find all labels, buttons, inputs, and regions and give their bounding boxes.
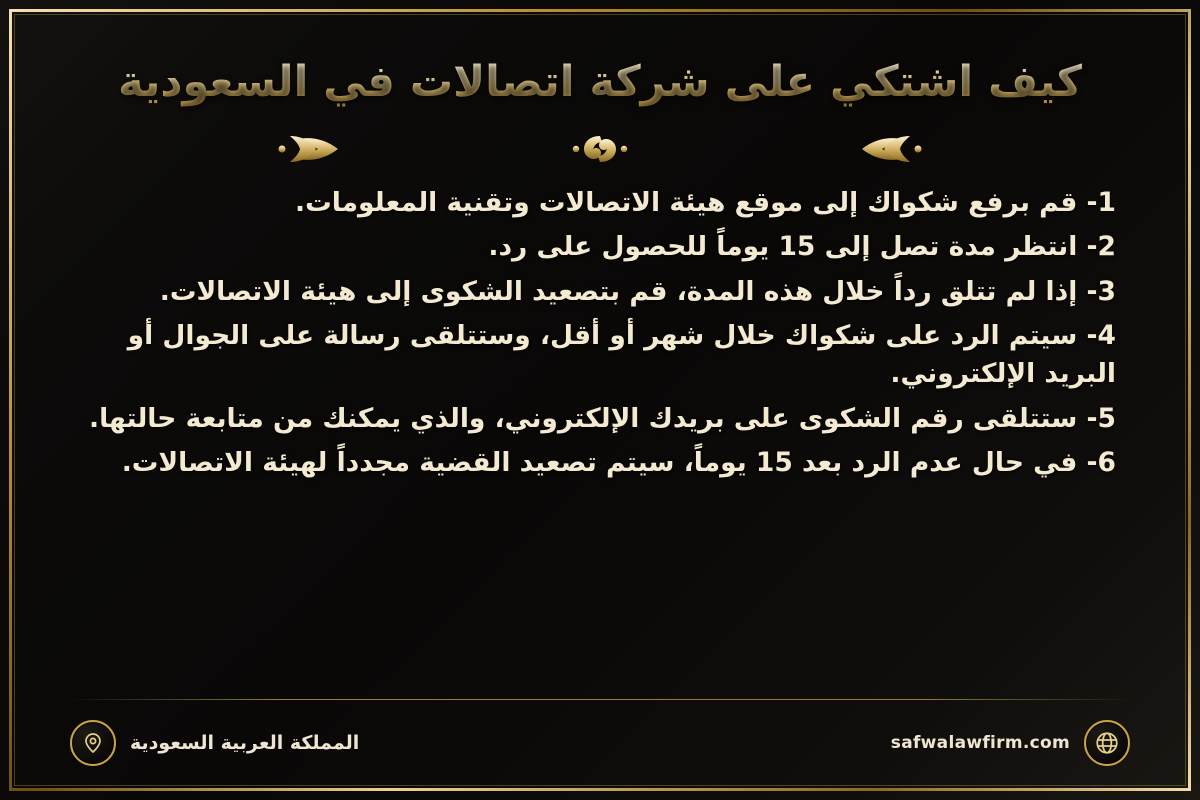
website-url[interactable]: safwalawfirm.com xyxy=(890,733,1070,753)
footer xyxy=(48,700,1152,786)
list-item: 5- ستتلقى رقم الشكوى على بريدك الإلكتروني، والذي يمكنك من متابعة حالتها. xyxy=(89,402,1116,434)
list-item: 1- قم برفع شكواك إلى موقع هيئة الاتصالات وتقنية المعلومات. xyxy=(295,186,1116,218)
list-item: 4- سيتم الرد على شكواك خلال شهر أو أقل، وستتلقى رسالة على الجوال أو البريد الإلكتروني. xyxy=(118,320,1116,390)
page-title: كيف اشتكي على شركة اتصالات في السعودية xyxy=(48,40,1152,110)
footer-region-group xyxy=(70,720,359,766)
poster-content xyxy=(14,14,1186,786)
region-label: المملكة العربية السعودية xyxy=(130,732,360,754)
steps-list xyxy=(48,180,1152,699)
list-item: 6- في حال عدم الرد بعد 15 يوماً، سيتم تصعيد القضية مجدداً لهيئة الاتصالات. xyxy=(121,447,1116,479)
list-item: 3- إذا لم تتلق رداً خلال هذه المدة، قم بتصعيد الشكوى إلى هيئة الاتصالات. xyxy=(159,275,1116,307)
location-pin-icon xyxy=(70,720,116,766)
ornamental-divider xyxy=(220,128,980,170)
globe-icon xyxy=(1084,720,1130,766)
footer-website-group[interactable] xyxy=(891,720,1130,766)
list-item: 2- انتظر مدة تصل إلى 15 يوماً للحصول على رد. xyxy=(488,231,1116,263)
